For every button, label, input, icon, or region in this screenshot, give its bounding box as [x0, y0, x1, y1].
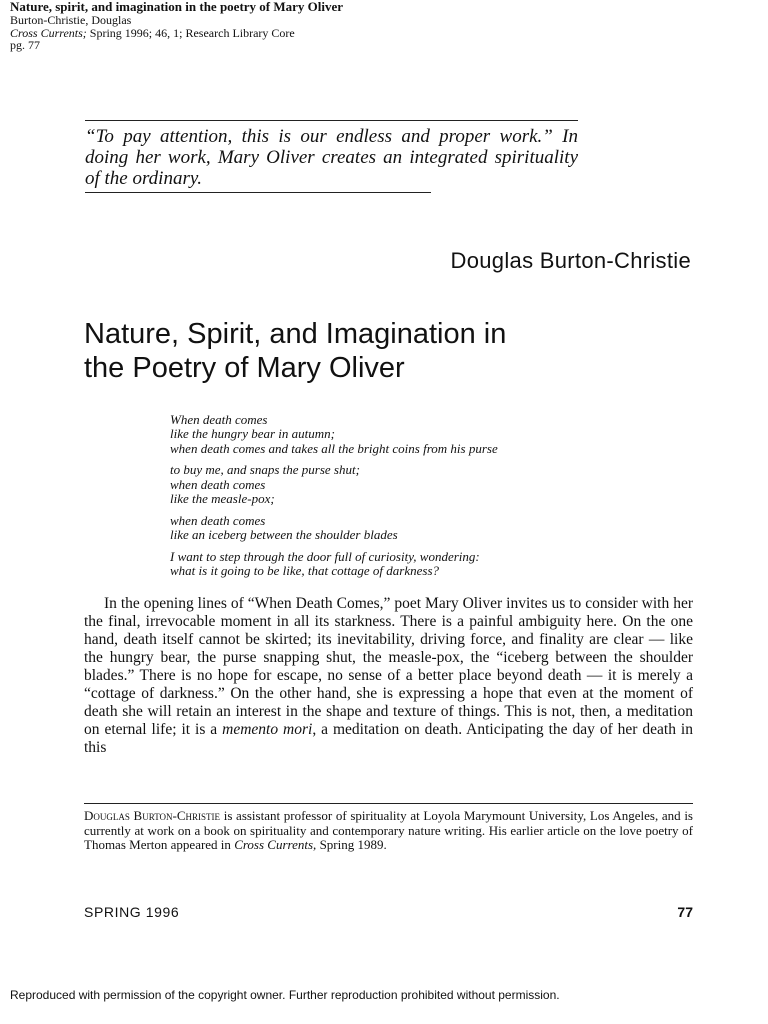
- source-title: Nature, spirit, and imagination in the poetry of Mary Oliver: [10, 0, 344, 14]
- footer-issue: SPRING 1996: [84, 904, 180, 920]
- source-journal: [10, 27, 343, 40]
- article-title: [84, 317, 684, 385]
- footer-page-number: 77: [677, 904, 693, 920]
- body-text-part-1: In the opening lines of “When Death Comes,” poet Mary Oliver invites us to consider with her the final, irrevocable moment in all its starkness. There is a painful ambiguity here. On the one hand, death itself cannot be skirted; its inevitability, driving force, and finality are clear — like the hungry bear, the purse snapping shut, the measle-pox, the “iceberg between the shoulder blades.” There is no hope for escape, no sense of a better place beyond death — it is merely a “cottage of darkness.” On the other hand, she is expressing a hope that even at the moment of death she will retain an interest in the shape and texture of things. This is not, then, a meditation on eternal life; it is a: [84, 595, 693, 738]
- epigraph-top-rule: [85, 120, 578, 121]
- source-header: [10, 0, 343, 52]
- poem-stanza: [170, 550, 630, 579]
- permission-notice: Reproduced with permission of the copyright owner. Further reproduction prohibited without permission.: [10, 988, 560, 1002]
- poem-line: like an iceberg between the shoulder blades: [170, 527, 398, 543]
- epigraph-bottom-rule: [85, 192, 431, 193]
- poem-line: when death comes: [170, 512, 266, 528]
- bio-journal-italic: Cross Currents,: [234, 837, 317, 852]
- journal-name: Cross Currents;: [10, 25, 87, 40]
- body-paragraph: [84, 595, 693, 757]
- body-text-italic: memento mori: [222, 721, 313, 738]
- source-page: pg. 77: [10, 38, 40, 52]
- journal-details: Spring 1996; 46, 1; Research Library Core: [86, 25, 295, 40]
- poem-line: what is it going to be like, that cottage of darkness?: [170, 563, 440, 579]
- body-text-part-2: , a meditation on death. Anticipating the day of her death in this: [84, 721, 693, 756]
- poem-line: I want to step through the door full of curiosity, wondering:: [170, 548, 480, 564]
- poem-line: When death comes: [170, 412, 268, 427]
- source-author: Burton-Christie, Douglas: [10, 13, 132, 27]
- author-bio: [84, 809, 693, 853]
- bio-text-part-2: Spring 1989.: [316, 837, 387, 852]
- poem-stanza: [170, 463, 630, 506]
- author-byline: Douglas Burton-Christie: [450, 248, 691, 273]
- bio-text-part-1: is assistant professor of spirituality at Loyola Marymount University, Los Angeles, and is currently at work on a book on spirituality and contemporary nature writing. His earlier article on the love poetry of Thomas Merton appeared in: [84, 808, 693, 852]
- article-title-line-1: Nature, Spirit, and Imagination in: [84, 318, 507, 350]
- poem-stanza: [170, 514, 630, 543]
- epigraph: “To pay attention, this is our endless and proper work.” In doing her work, Mary Oliver creates an integrated spirituality of the ordinary.: [85, 126, 578, 189]
- article-title-line-2: the Poetry of Mary Oliver: [84, 352, 405, 384]
- poem-line: when death comes and takes all the bright coins from his purse: [170, 440, 498, 456]
- poem-line: when death comes: [170, 476, 266, 492]
- bio-author-name: Douglas Burton-Christie: [84, 808, 221, 823]
- footnote-rule: [84, 803, 693, 804]
- poem-line: to buy me, and snaps the purse shut;: [170, 462, 360, 478]
- poem-line: like the hungry bear in autumn;: [170, 426, 335, 442]
- poem-excerpt: [170, 413, 630, 586]
- poem-line: like the measle-pox;: [170, 490, 275, 506]
- poem-stanza: [170, 413, 630, 456]
